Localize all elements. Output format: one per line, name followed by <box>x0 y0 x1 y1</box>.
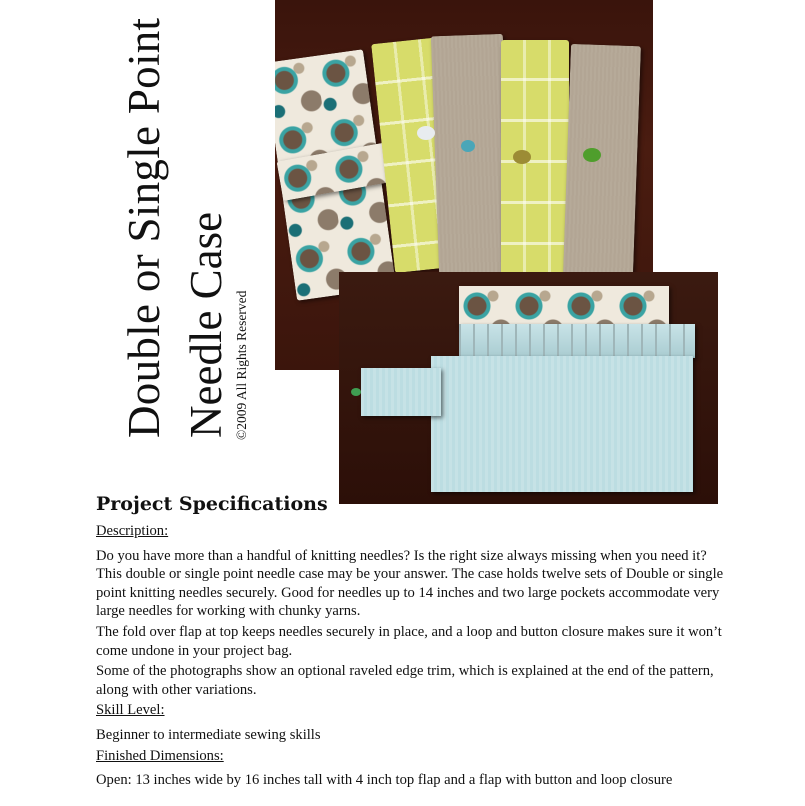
project-specifications <box>96 492 726 792</box>
button-icon <box>513 150 531 164</box>
section-heading: Project Specifications <box>96 493 328 515</box>
case-body <box>431 356 693 492</box>
description-paragraph-3: Some of the photographs show an optional raveled edge trim, which is explained at the end of the pattern, along with other variations. <box>96 663 714 698</box>
open-needle-case-photo <box>339 272 718 504</box>
description-label: Description: <box>96 523 169 539</box>
case-side-flap <box>361 368 441 416</box>
skill-level-label: Skill Level: <box>96 702 165 719</box>
button-icon <box>461 140 475 152</box>
finished-dimensions-text: Open: 13 inches wide by 16 inches tall with 4 inch top flap and a flap with button and loop closure <box>96 772 673 789</box>
case-pockets <box>459 324 695 358</box>
button-icon <box>417 126 435 140</box>
loop-icon <box>351 388 361 396</box>
title-line-2: Needle Case <box>181 211 231 438</box>
copyright-notice: ©2009 All Rights Reserved <box>234 290 249 440</box>
linen-case-2 <box>563 44 641 276</box>
description-paragraph-1: Do you have more than a handful of knitting needles? Is the right size always missing when you need it? This double or single point needle case may be your answer. The case holds twelve sets of Double or single point knitting needles securely. Good for needles up to 14 inches and two large pockets accommodate very large needles for working with chunky yarns. <box>96 547 724 620</box>
yellow-case-2 <box>501 40 569 275</box>
linen-case-1 <box>431 34 511 276</box>
skill-level-text: Beginner to intermediate sewing skills <box>96 726 321 743</box>
title-line-1: Double or Single Point <box>119 17 169 438</box>
description-paragraph-2: The fold over flap at top keeps needles securely in place, and a loop and button closure makes sure it won’t come undone in your project bag. <box>96 623 722 659</box>
button-icon <box>583 148 601 162</box>
case-top-flap <box>459 286 669 326</box>
finished-dimensions-label: Finished Dimensions: <box>96 747 224 764</box>
